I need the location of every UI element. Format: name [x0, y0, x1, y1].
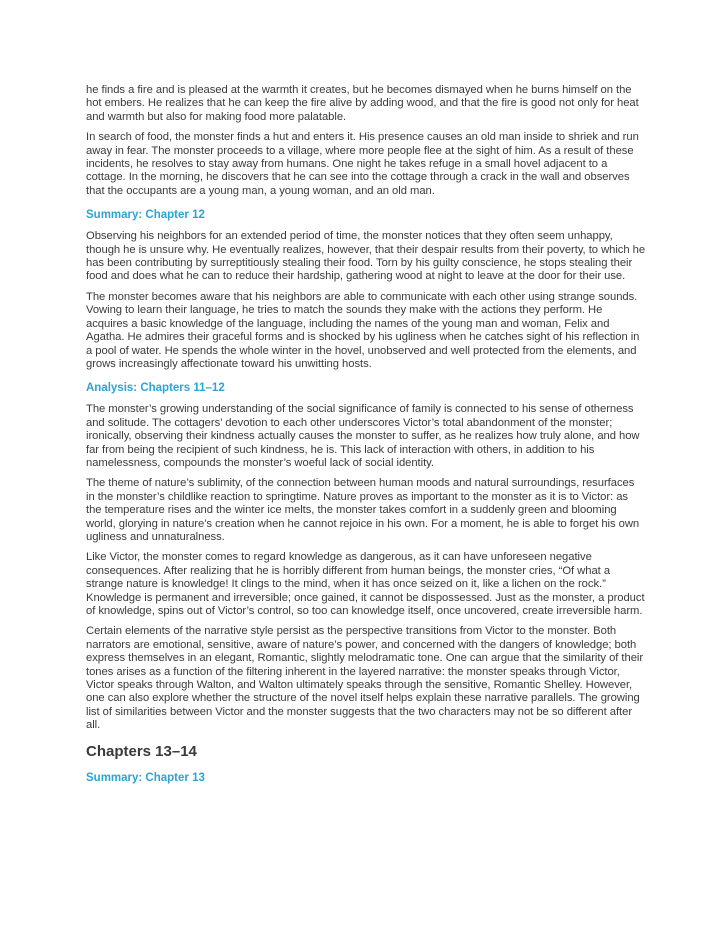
- paragraph-knowledge: Like Victor, the monster comes to regard knowledge as dangerous, as it can have unforeseen negative consequences. After realizing that he is horribly different from human beings, the monster cries, “Of what a strange nature is knowledge! It clings to the mind, when it has once seized on it, like a lichen on the rock.” Knowledge is permanent and irreversible; once gained, it cannot be dispossessed. Just as the monster, a product of knowledge, spins out of Victor’s control, so too can knowledge itself, once uncovered, create irreversible harm.: [86, 551, 645, 617]
- paragraph-family: The monster’s growing understanding of the social significance of family is connected to his sense of otherness and solitude. The cottagers’ devotion to each other underscores Victor’s total abandonment of the monster; ironically, observing their kindness actually causes the monster to suffer, as he realizes how truly alone, and how far from being the recipient of such kindness, he is. This lack of interaction with others, in addition to his namelessness, compounds the monster’s woeful lack of social identity.: [86, 403, 640, 469]
- heading-analysis-chapters-11-12: Analysis: Chapters 11–12: [86, 382, 225, 395]
- paragraph-language: The monster becomes aware that his neighbors are able to communicate with each other using strange sounds. Vowing to learn their language, he tries to match the sounds they make with the actions they perform. He acquires a basic knowledge of the language, including the names of the young man and woman, Felix and Agatha. He admires their graceful forms and is shocked by his ugliness when he catches sight of his reflection in a pool of water. He spends the whole winter in the hovel, unobserved and well protected from the elements, and grows increasingly affectionate toward his unwitting hosts.: [86, 290, 640, 370]
- heading-summary-chapter-12: Summary: Chapter 12: [86, 209, 205, 222]
- paragraph-hut: In search of food, the monster finds a hut and enters it. His presence causes an old man inside to shriek and run away in fear. The monster proceeds to a village, where more people flee at the sight of him. As a result of these incidents, he resolves to stay away from humans. One night he takes refuge in a small hovel adjacent to a cottage. In the morning, he discovers that he can see into the cottage through a crack in the wall and observes that the occupants are a young man, a young woman, and an old man.: [86, 131, 639, 197]
- heading-chapters-13-14: Chapters 13–14: [86, 742, 197, 760]
- paragraph-narrative-style: Certain elements of the narrative style persist as the perspective transitions from Victor to the monster. Both narrators are emotional, sensitive, aware of nature’s power, and concerned with the dangers of knowledge; both express themselves in an elegant, Romantic, slightly melodramatic tone. One can argue that the similarity of their tones arises as a function of the filtering inherent in the layered narrative: the monster speaks through Victor, Victor speaks through Walton, and Walton ultimately speaks through the sensitive, Romantic Shelley. However, one can also explore whether the structure of the novel itself helps explain these narrative parallels. The growing list of similarities between Victor and the monster suggests that the two characters may not be so different after all.: [86, 625, 644, 732]
- paragraph-nature: The theme of nature’s sublimity, of the connection between human moods and natural surroundings, resurfaces in the monster’s childlike reaction to springtime. Nature proves as important to the monster as it is to Victor: as the temperature rises and the winter ice melts, the monster takes comfort in a suddenly green and blooming world, glorying in nature’s creation when he cannot rejoice in his own. For a moment, he is able to forget his own ugliness and unnaturalness.: [86, 477, 640, 543]
- paragraph-neighbors: Observing his neighbors for an extended period of time, the monster notices that they often seem unhappy, though he is unsure why. He eventually realizes, however, that their despair results from their poverty, to which he has been contributing by surreptitiously stealing their food. Torn by his guilty conscience, he stops stealing their food and does what he can to reduce their hardship, gathering wood at night to leave at the door for their use.: [86, 230, 646, 283]
- paragraph-fire: he finds a fire and is pleased at the warmth it creates, but he becomes dismayed when he burns himself on the hot embers. He realizes that he can keep the fire alive by adding wood, and that the fire is good not only for heat and warmth but also for making food more palatable.: [86, 84, 639, 123]
- document-page: [86, 84, 646, 793]
- heading-summary-chapter-13: Summary: Chapter 13: [86, 771, 205, 784]
